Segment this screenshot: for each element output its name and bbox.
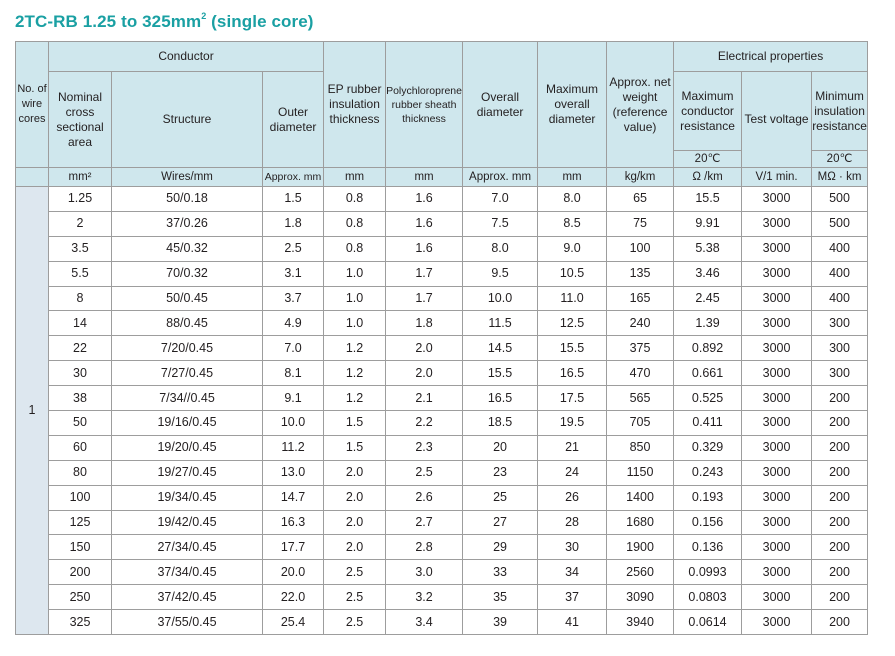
cell-net-weight: 1400 — [607, 485, 674, 510]
cell-overall-diameter: 20 — [463, 435, 538, 460]
cell-overall-diameter: 9.5 — [463, 261, 538, 286]
cell-resistance: 0.156 — [674, 510, 742, 535]
cell-structure: 37/0.26 — [112, 211, 263, 236]
cell-resistance: 0.0993 — [674, 560, 742, 585]
cell-outer-diameter: 4.9 — [263, 311, 324, 336]
cell-net-weight: 3090 — [607, 585, 674, 610]
cable-spec-table — [15, 41, 868, 635]
cell-outer-diameter: 13.0 — [263, 460, 324, 485]
cell-ep-thickness: 1.2 — [324, 336, 386, 361]
cell-resistance: 0.193 — [674, 485, 742, 510]
cell-outer-diameter: 17.7 — [263, 535, 324, 560]
cell-insulation: 200 — [812, 585, 868, 610]
cell-structure: 88/0.45 — [112, 311, 263, 336]
unit-structure: Wires/mm — [112, 168, 263, 187]
table-row — [16, 510, 868, 535]
cell-sheath-thickness: 3.4 — [386, 610, 463, 635]
cell-outer-diameter: 7.0 — [263, 336, 324, 361]
table-row — [16, 261, 868, 286]
cell-overall-diameter: 23 — [463, 460, 538, 485]
cell-sheath-thickness: 1.6 — [386, 211, 463, 236]
cell-structure: 19/27/0.45 — [112, 460, 263, 485]
table-row — [16, 460, 868, 485]
cell-overall-diameter: 25 — [463, 485, 538, 510]
unit-voltage: V/1 min. — [742, 168, 812, 187]
cell-max-diameter: 34 — [538, 560, 607, 585]
cell-net-weight: 1150 — [607, 460, 674, 485]
table-row — [16, 211, 868, 236]
cell-test-voltage: 3000 — [742, 311, 812, 336]
cell-max-diameter: 21 — [538, 435, 607, 460]
header-test-voltage: Test voltage — [742, 72, 812, 168]
cell-resistance: 2.45 — [674, 286, 742, 311]
cell-net-weight: 850 — [607, 435, 674, 460]
cell-ep-thickness: 0.8 — [324, 236, 386, 261]
cell-test-voltage: 3000 — [742, 411, 812, 436]
cell-outer-diameter: 16.3 — [263, 510, 324, 535]
cell-area: 325 — [49, 610, 112, 635]
cell-insulation: 200 — [812, 535, 868, 560]
cell-ep-thickness: 1.2 — [324, 361, 386, 386]
cell-sheath-thickness: 2.1 — [386, 386, 463, 411]
cell-net-weight: 100 — [607, 236, 674, 261]
cell-overall-diameter: 16.5 — [463, 386, 538, 411]
cell-test-voltage: 3000 — [742, 361, 812, 386]
cell-overall-diameter: 7.0 — [463, 187, 538, 212]
cell-overall-diameter: 11.5 — [463, 311, 538, 336]
cell-sheath-thickness: 1.6 — [386, 236, 463, 261]
cell-resistance: 5.38 — [674, 236, 742, 261]
cell-insulation: 200 — [812, 386, 868, 411]
cell-structure: 27/34/0.45 — [112, 535, 263, 560]
cell-net-weight: 165 — [607, 286, 674, 311]
header-max-resistance: Maximum conductor resistance — [674, 72, 742, 151]
cell-net-weight: 470 — [607, 361, 674, 386]
cell-test-voltage: 3000 — [742, 585, 812, 610]
cell-ep-thickness: 2.0 — [324, 535, 386, 560]
cell-area: 60 — [49, 435, 112, 460]
cell-insulation: 200 — [812, 510, 868, 535]
cell-outer-diameter: 3.7 — [263, 286, 324, 311]
cell-resistance: 0.329 — [674, 435, 742, 460]
cell-test-voltage: 3000 — [742, 535, 812, 560]
header-nominal-area: Nominal cross sectional area — [49, 72, 112, 168]
cell-structure: 50/0.45 — [112, 286, 263, 311]
cell-structure: 7/34//0.45 — [112, 386, 263, 411]
cell-area: 1.25 — [49, 187, 112, 212]
cell-outer-diameter: 1.5 — [263, 187, 324, 212]
cell-insulation: 200 — [812, 411, 868, 436]
cell-ep-thickness: 2.0 — [324, 485, 386, 510]
header-temp-insulation: 20℃ — [812, 151, 868, 168]
cell-ep-thickness: 1.0 — [324, 286, 386, 311]
cell-outer-diameter: 8.1 — [263, 361, 324, 386]
cell-insulation: 300 — [812, 336, 868, 361]
cell-outer-diameter: 11.2 — [263, 435, 324, 460]
cell-structure: 70/0.32 — [112, 261, 263, 286]
cell-outer-diameter: 20.0 — [263, 560, 324, 585]
unit-ep: mm — [324, 168, 386, 187]
cell-outer-diameter: 9.1 — [263, 386, 324, 411]
header-conductor: Conductor — [49, 42, 324, 72]
cell-resistance: 0.525 — [674, 386, 742, 411]
cell-ep-thickness: 1.0 — [324, 261, 386, 286]
table-row — [16, 485, 868, 510]
cell-max-diameter: 11.0 — [538, 286, 607, 311]
cell-outer-diameter: 25.4 — [263, 610, 324, 635]
table-row — [16, 386, 868, 411]
table-row — [16, 336, 868, 361]
cell-area: 200 — [49, 560, 112, 585]
cell-overall-diameter: 39 — [463, 610, 538, 635]
cell-sheath-thickness: 2.7 — [386, 510, 463, 535]
header-structure: Structure — [112, 72, 263, 168]
table-row — [16, 411, 868, 436]
title-main: 2TC-RB 1.25 to 325mm — [15, 12, 202, 31]
header-sheath: Polychloroprene rubber sheath thickness — [386, 42, 463, 168]
cell-insulation: 200 — [812, 610, 868, 635]
cell-overall-diameter: 18.5 — [463, 411, 538, 436]
cell-area: 50 — [49, 411, 112, 436]
cell-structure: 37/42/0.45 — [112, 585, 263, 610]
cell-test-voltage: 3000 — [742, 236, 812, 261]
cell-insulation: 300 — [812, 361, 868, 386]
cell-ep-thickness: 2.5 — [324, 610, 386, 635]
table-row — [16, 361, 868, 386]
cell-resistance: 0.892 — [674, 336, 742, 361]
cell-max-diameter: 30 — [538, 535, 607, 560]
cell-structure: 19/16/0.45 — [112, 411, 263, 436]
cell-ep-thickness: 2.0 — [324, 460, 386, 485]
unit-insulation: MΩ · km — [812, 168, 868, 187]
cell-overall-diameter: 33 — [463, 560, 538, 585]
cell-net-weight: 1900 — [607, 535, 674, 560]
cell-overall-diameter: 27 — [463, 510, 538, 535]
unit-resistance: Ω /km — [674, 168, 742, 187]
cell-max-diameter: 41 — [538, 610, 607, 635]
cell-outer-diameter: 22.0 — [263, 585, 324, 610]
cell-net-weight: 565 — [607, 386, 674, 411]
header-temp-resistance: 20℃ — [674, 151, 742, 168]
cell-sheath-thickness: 1.7 — [386, 286, 463, 311]
cell-max-diameter: 26 — [538, 485, 607, 510]
cell-ep-thickness: 1.2 — [324, 386, 386, 411]
cell-net-weight: 1680 — [607, 510, 674, 535]
cell-overall-diameter: 8.0 — [463, 236, 538, 261]
table-row — [16, 585, 868, 610]
cell-resistance: 0.243 — [674, 460, 742, 485]
cell-net-weight: 375 — [607, 336, 674, 361]
cell-insulation: 500 — [812, 211, 868, 236]
cell-overall-diameter: 14.5 — [463, 336, 538, 361]
cell-resistance: 0.0803 — [674, 585, 742, 610]
cell-net-weight: 135 — [607, 261, 674, 286]
cell-insulation: 400 — [812, 236, 868, 261]
unit-sheath: mm — [386, 168, 463, 187]
cell-area: 100 — [49, 485, 112, 510]
cell-resistance: 0.0614 — [674, 610, 742, 635]
cell-resistance: 15.5 — [674, 187, 742, 212]
unit-overall-diameter: Approx. mm — [463, 168, 538, 187]
cell-resistance: 9.91 — [674, 211, 742, 236]
cell-resistance: 3.46 — [674, 261, 742, 286]
cell-net-weight: 240 — [607, 311, 674, 336]
cell-area: 150 — [49, 535, 112, 560]
cell-max-diameter: 15.5 — [538, 336, 607, 361]
cell-net-weight: 65 — [607, 187, 674, 212]
cell-test-voltage: 3000 — [742, 560, 812, 585]
table-row — [16, 435, 868, 460]
cell-insulation: 200 — [812, 435, 868, 460]
cell-sheath-thickness: 3.0 — [386, 560, 463, 585]
cell-structure: 37/55/0.45 — [112, 610, 263, 635]
cell-resistance: 0.661 — [674, 361, 742, 386]
cell-test-voltage: 3000 — [742, 510, 812, 535]
cell-structure: 50/0.18 — [112, 187, 263, 212]
cell-structure: 19/42/0.45 — [112, 510, 263, 535]
cell-insulation: 200 — [812, 560, 868, 585]
cell-area: 8 — [49, 286, 112, 311]
table-row — [16, 560, 868, 585]
cell-insulation: 400 — [812, 261, 868, 286]
cell-sheath-thickness: 1.6 — [386, 187, 463, 212]
cell-net-weight: 75 — [607, 211, 674, 236]
cell-max-diameter: 10.5 — [538, 261, 607, 286]
unit-area: mm² — [49, 168, 112, 187]
table-row — [16, 286, 868, 311]
cell-test-voltage: 3000 — [742, 286, 812, 311]
cell-net-weight: 3940 — [607, 610, 674, 635]
cell-net-weight: 705 — [607, 411, 674, 436]
table-row — [16, 236, 868, 261]
cell-sheath-thickness: 2.2 — [386, 411, 463, 436]
table-row — [16, 535, 868, 560]
cell-overall-diameter: 7.5 — [463, 211, 538, 236]
cell-max-diameter: 28 — [538, 510, 607, 535]
unit-weight: kg/km — [607, 168, 674, 187]
header-net-weight: Approx. net weight (reference value) — [607, 42, 674, 168]
cell-test-voltage: 3000 — [742, 187, 812, 212]
cell-resistance: 1.39 — [674, 311, 742, 336]
cell-area: 30 — [49, 361, 112, 386]
cell-insulation: 500 — [812, 187, 868, 212]
cell-insulation: 400 — [812, 286, 868, 311]
title-suffix: (single core) — [206, 12, 314, 31]
cell-ep-thickness: 0.8 — [324, 211, 386, 236]
cell-structure: 19/34/0.45 — [112, 485, 263, 510]
header-overall-diameter: Overall diameter — [463, 42, 538, 168]
cell-ep-thickness: 2.5 — [324, 585, 386, 610]
cell-outer-diameter: 14.7 — [263, 485, 324, 510]
cell-max-diameter: 17.5 — [538, 386, 607, 411]
header-ep-rubber: EP rubber insulation thickness — [324, 42, 386, 168]
unit-outer-diameter: Approx. mm — [263, 168, 324, 187]
header-cores: No. of wire cores — [16, 42, 49, 168]
table-row — [16, 610, 868, 635]
cell-ep-thickness: 2.0 — [324, 510, 386, 535]
cell-outer-diameter: 10.0 — [263, 411, 324, 436]
header-outer-diameter: Outer diameter — [263, 72, 324, 168]
cell-test-voltage: 3000 — [742, 336, 812, 361]
cell-test-voltage: 3000 — [742, 386, 812, 411]
cell-test-voltage: 3000 — [742, 211, 812, 236]
table-row — [16, 187, 868, 212]
header-electrical: Electrical properties — [674, 42, 868, 72]
cell-sheath-thickness: 3.2 — [386, 585, 463, 610]
cell-structure: 45/0.32 — [112, 236, 263, 261]
cell-max-diameter: 37 — [538, 585, 607, 610]
cell-ep-thickness: 1.0 — [324, 311, 386, 336]
cell-max-diameter: 8.0 — [538, 187, 607, 212]
cell-sheath-thickness: 2.0 — [386, 336, 463, 361]
cell-structure: 7/20/0.45 — [112, 336, 263, 361]
table-body — [16, 187, 868, 635]
cell-sheath-thickness: 2.3 — [386, 435, 463, 460]
cell-outer-diameter: 2.5 — [263, 236, 324, 261]
cell-outer-diameter: 1.8 — [263, 211, 324, 236]
page-title — [15, 12, 314, 32]
cell-ep-thickness: 2.5 — [324, 560, 386, 585]
header-min-insulation: Minimum insulation resistance — [812, 72, 868, 151]
cell-max-diameter: 24 — [538, 460, 607, 485]
cell-insulation: 300 — [812, 311, 868, 336]
cell-structure: 7/27/0.45 — [112, 361, 263, 386]
title-superscript: 2 — [201, 11, 207, 21]
cell-area: 5.5 — [49, 261, 112, 286]
header-max-overall-diameter: Maximum overall diameter — [538, 42, 607, 168]
cell-ep-thickness: 1.5 — [324, 411, 386, 436]
table-row — [16, 311, 868, 336]
cell-insulation: 200 — [812, 460, 868, 485]
cell-area: 80 — [49, 460, 112, 485]
cell-area: 3.5 — [49, 236, 112, 261]
cell-ep-thickness: 1.5 — [324, 435, 386, 460]
cell-sheath-thickness: 2.0 — [386, 361, 463, 386]
cell-insulation: 200 — [812, 485, 868, 510]
cell-max-diameter: 8.5 — [538, 211, 607, 236]
cell-area: 14 — [49, 311, 112, 336]
cell-overall-diameter: 15.5 — [463, 361, 538, 386]
cell-overall-diameter: 29 — [463, 535, 538, 560]
cell-area: 38 — [49, 386, 112, 411]
cell-test-voltage: 3000 — [742, 261, 812, 286]
cell-net-weight: 2560 — [607, 560, 674, 585]
cell-resistance: 0.411 — [674, 411, 742, 436]
cell-test-voltage: 3000 — [742, 485, 812, 510]
cell-area: 125 — [49, 510, 112, 535]
cell-max-diameter: 16.5 — [538, 361, 607, 386]
unit-max-diameter: mm — [538, 168, 607, 187]
cell-sheath-thickness: 2.6 — [386, 485, 463, 510]
cell-max-diameter: 9.0 — [538, 236, 607, 261]
cell-resistance: 0.136 — [674, 535, 742, 560]
cell-overall-diameter: 35 — [463, 585, 538, 610]
cell-area: 2 — [49, 211, 112, 236]
cell-outer-diameter: 3.1 — [263, 261, 324, 286]
cell-max-diameter: 12.5 — [538, 311, 607, 336]
cell-sheath-thickness: 1.8 — [386, 311, 463, 336]
cell-sheath-thickness: 2.8 — [386, 535, 463, 560]
cell-test-voltage: 3000 — [742, 610, 812, 635]
cell-sheath-thickness: 2.5 — [386, 460, 463, 485]
cell-structure: 19/20/0.45 — [112, 435, 263, 460]
cell-area: 22 — [49, 336, 112, 361]
cell-max-diameter: 19.5 — [538, 411, 607, 436]
cell-test-voltage: 3000 — [742, 435, 812, 460]
cell-area: 250 — [49, 585, 112, 610]
unit-cores-blank — [16, 168, 49, 187]
cell-structure: 37/34/0.45 — [112, 560, 263, 585]
cell-test-voltage: 3000 — [742, 460, 812, 485]
cell-ep-thickness: 0.8 — [324, 187, 386, 212]
cell-sheath-thickness: 1.7 — [386, 261, 463, 286]
cell-cores: 1 — [16, 187, 49, 635]
cell-overall-diameter: 10.0 — [463, 286, 538, 311]
